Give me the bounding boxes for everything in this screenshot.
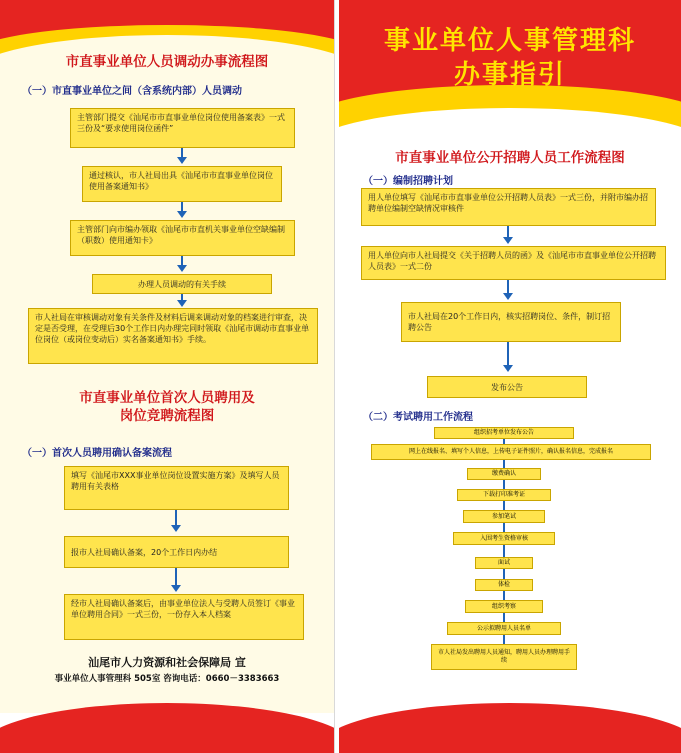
flow-arrow-head — [171, 585, 181, 592]
flow-step: 用人单位填写《汕尾市市直事业单位公开招聘人员表》一式三份，并附市编办招聘单位编制空缺情况审核件 — [361, 188, 656, 226]
exam-step: 网上在线报名、填写个人信息，上传电子证件照片，确认报名信息，完成报名 — [371, 444, 651, 460]
flow-arrow-head — [171, 525, 181, 532]
flow-step: 经市人社局确认备案后，由事业单位法人与受聘人员签订《事业单位聘用合同》一式三份，一份存入本人档案 — [64, 594, 304, 640]
flow-step: 发布公告 — [427, 376, 587, 398]
section-title-transfer: 市直事业单位人员调动办事流程图 — [65, 54, 269, 70]
flow-arrow — [507, 280, 509, 294]
flow-arrow — [503, 591, 505, 600]
flow-arrow-head — [177, 265, 187, 272]
flow-step: 用人单位向市人社局提交《关于招聘人员的函》及《汕尾市市直事业单位公开招聘人员表》一式二份 — [361, 246, 666, 280]
main-title: 事业单位人事管理科 — [383, 26, 636, 56]
exam-step: 入围考生资格审核 — [453, 532, 555, 545]
flow-arrow — [503, 523, 505, 532]
right-panel — [339, 0, 681, 753]
flow-step: 报市人社局确认备案，20个工作日内办结 — [64, 536, 289, 568]
flow-arrow-head — [177, 157, 187, 164]
flow-arrow — [175, 568, 177, 586]
section-title-recruitment: 市直事业单位公开招聘人员工作流程图 — [395, 150, 625, 166]
subsection-title-exam: （二）考试聘用工作流程 — [363, 412, 473, 423]
exam-step: 下载打印准考证 — [457, 489, 551, 501]
footer-organization: 汕尾市人力资源和社会保障局 宣 — [88, 656, 246, 669]
flow-step: 市人社局在审核调动对象有关条件及材料后调来调动对象的档案进行审查，决定是否受理，在受理后30个工作日内办理完同时领取《汕尾市调动市直事业单位岗位（或岗位变动后）实名备案通知书》手续。 — [28, 308, 318, 364]
flow-step: 市人社局在20个工作日内，核实招聘岗位、条件，制订招聘公告 — [401, 302, 621, 342]
flow-arrow — [175, 510, 177, 526]
left-panel — [0, 0, 335, 753]
exam-step: 组织考察 — [465, 600, 543, 613]
exam-step: 参加笔试 — [463, 510, 545, 523]
flow-step: 主管部门提交《汕尾市市直事业单位岗位使用备案表》一式三份及“要求使用岗位函件” — [70, 108, 295, 148]
flow-arrow — [503, 635, 505, 644]
flow-step: 填写《汕尾市XXX事业单位岗位设置实施方案》及填写人员聘用有关表格 — [64, 466, 289, 510]
flow-arrow-head — [177, 211, 187, 218]
flow-arrow — [507, 342, 509, 366]
flow-arrow — [503, 545, 505, 557]
exam-step: 面试 — [475, 557, 533, 569]
flow-arrow — [503, 460, 505, 468]
exam-step: 体检 — [475, 579, 533, 591]
flow-arrow — [503, 501, 505, 510]
section-title-hiring-l1: 市直事业单位首次人员聘用及 — [79, 390, 255, 406]
flow-step: 办理人员调动的有关手续 — [92, 274, 272, 294]
exam-step: 市人社局发出聘用人员通知，聘用人员办理聘用手续 — [431, 644, 577, 670]
flow-arrow — [503, 613, 505, 622]
section-title-hiring-l2: 岗位竞聘流程图 — [119, 408, 215, 424]
flow-arrow-head — [503, 237, 513, 244]
flow-step: 主管部门向市编办领取《汕尾市市直机关事业单位空缺编制（职数）使用通知卡》 — [70, 220, 295, 256]
subsection-title-transfer: （一）市直事业单位之间（含系统内部）人员调动 — [22, 86, 242, 97]
flow-arrow-head — [503, 365, 513, 372]
flow-arrow-head — [503, 293, 513, 300]
footer-contact: 事业单位人事管理科 505室 咨询电话：0660－3383663 — [54, 674, 280, 684]
flow-arrow — [503, 569, 505, 579]
flow-arrow — [503, 480, 505, 489]
flow-arrow-head — [177, 300, 187, 307]
flow-step: 通过核认，市人社局出具《汕尾市市直事业单位岗位使用备案通知书》 — [82, 166, 282, 202]
main-subtitle: 办事指引 — [453, 60, 566, 90]
exam-step: 组织招考单位发布公告 — [434, 427, 574, 439]
exam-step: 公示拟聘用人员名单 — [447, 622, 561, 635]
exam-step: 缴费确认 — [467, 468, 541, 480]
subsection-title-plan: （一）编制招聘计划 — [363, 176, 453, 187]
subsection-title-hiring: （一）首次人员聘用确认备案流程 — [22, 448, 172, 459]
